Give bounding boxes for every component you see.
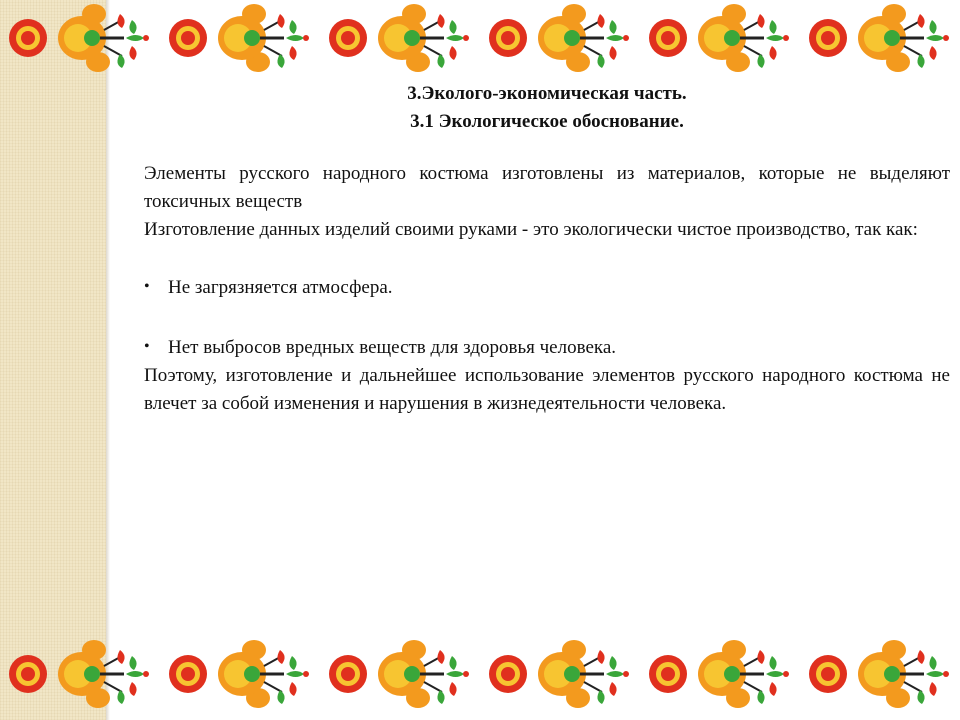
bullet-item: [144, 274, 950, 302]
khokhloma-flower-ornament-icon: [156, 636, 316, 716]
paragraph-conclusion: Поэтому, изготовление и дальнейшее использование элементов русского народного костюма не влечет за собой изменения и нарушения в жизнедеятельности человека.: [144, 365, 950, 414]
khokhloma-flower-ornament-icon: [796, 0, 956, 80]
khokhloma-flower-ornament-icon: [316, 0, 476, 80]
blank-line: [144, 302, 950, 330]
decorative-side-band: [0, 0, 106, 720]
khokhloma-flower-ornament-icon: [636, 636, 796, 716]
bullet-item: [144, 334, 950, 362]
slide-content: [144, 80, 950, 418]
bottom-ornament-border: [0, 636, 960, 716]
khokhloma-flower-ornament-icon: [476, 636, 636, 716]
side-band-shadow: [106, 0, 110, 720]
bullet-dot: •: [144, 278, 150, 295]
khokhloma-flower-ornament-icon: [156, 0, 316, 80]
paragraph-production: Изготовление данных изделий своими руками - это экологически чистое производство, так как:: [144, 219, 918, 240]
khokhloma-flower-ornament-icon: [316, 636, 476, 716]
slide-subtitle: 3.1 Экологическое обоснование.: [410, 111, 684, 132]
khokhloma-flower-ornament-icon: [796, 636, 956, 716]
blank-line: [144, 244, 950, 272]
khokhloma-flower-ornament-icon: [0, 636, 156, 716]
slide-body: [144, 160, 950, 418]
khokhloma-flower-ornament-icon: [476, 0, 636, 80]
slide-title: 3.Эколого-экономическая часть.: [407, 83, 687, 104]
khokhloma-flower-ornament-icon: [0, 0, 156, 80]
top-ornament-border: [0, 0, 960, 80]
bullet-text: Не загрязняется атмосфера.: [168, 277, 393, 298]
bullet-dot: •: [144, 338, 150, 355]
khokhloma-flower-ornament-icon: [636, 0, 796, 80]
paragraph-materials: Элементы русского народного костюма изготовлены из материалов, которые не выделяют токсичных веществ: [144, 163, 950, 212]
bullet-text: Нет выбросов вредных веществ для здоровья человека.: [168, 337, 617, 358]
